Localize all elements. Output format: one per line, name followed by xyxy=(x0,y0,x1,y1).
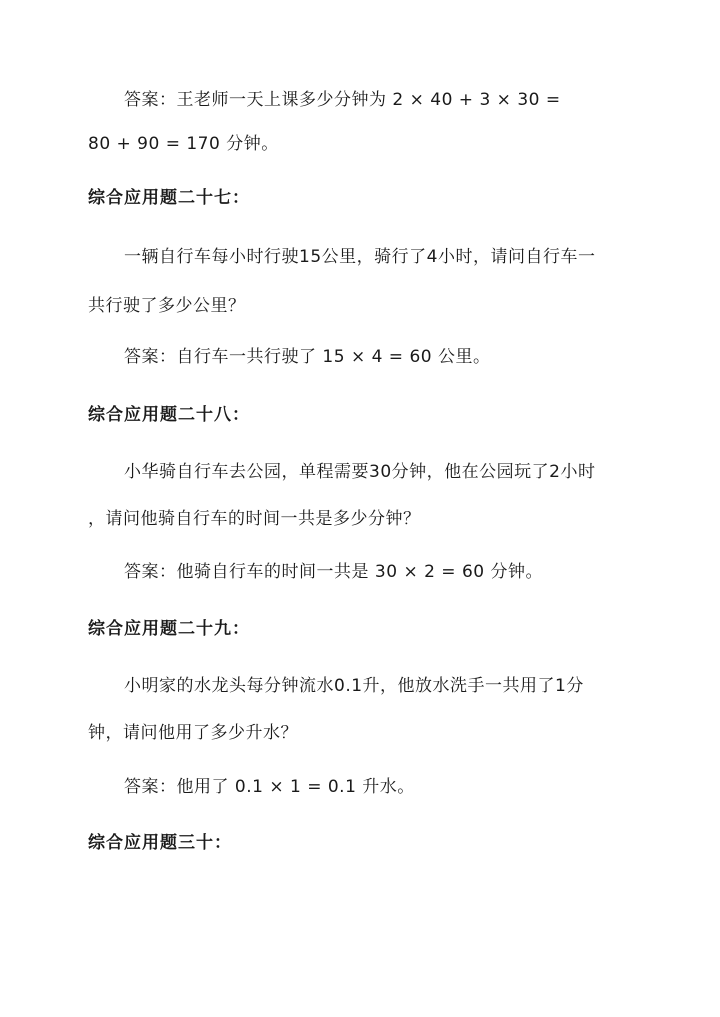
question-28-answer: 答案：他骑自行车的时间一共是 30 × 2 = 60 分钟。 xyxy=(124,562,543,582)
question-29-text-line-1: 小明家的水龙头每分钟流水0.1升，他放水洗手一共用了1分 xyxy=(124,676,584,696)
question-27-answer: 答案：自行车一共行驶了 15 × 4 = 60 公里。 xyxy=(124,347,491,367)
question-27-text-line-1: 一辆自行车每小时行驶15公里，骑行了4小时，请问自行车一 xyxy=(124,247,596,267)
question-28-text-line-2: ，请问他骑自行车的时间一共是多少分钟？ xyxy=(88,509,421,529)
question-27-text-line-2: 共行驶了多少公里？ xyxy=(88,296,246,316)
question-29-text-line-2: 钟，请问他用了多少升水？ xyxy=(88,723,298,743)
question-29-answer: 答案：他用了 0.1 × 1 = 0.1 升水。 xyxy=(124,777,415,797)
question-30-heading: 综合应用题三十： xyxy=(88,833,232,853)
answer-26-line-1: 答案：王老师一天上课多少分钟为 2 × 40 + 3 × 30 = xyxy=(124,90,561,110)
question-28-text-line-1: 小华骑自行车去公园，单程需要30分钟，他在公园玩了2小时 xyxy=(124,462,596,482)
question-28-heading: 综合应用题二十八： xyxy=(88,405,250,425)
question-27-heading: 综合应用题二十七： xyxy=(88,188,250,208)
question-29-heading: 综合应用题二十九： xyxy=(88,619,250,639)
answer-26-line-2: 80 + 90 = 170 分钟。 xyxy=(88,134,279,154)
